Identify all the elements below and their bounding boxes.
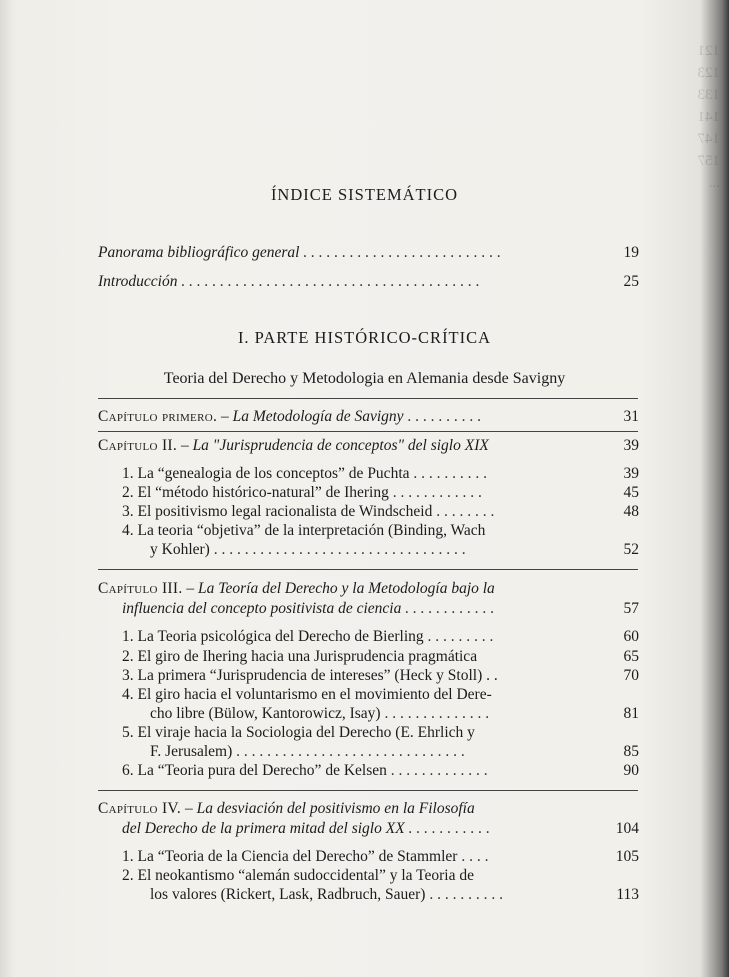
toc-page-number: 104: [615, 820, 639, 837]
section-text: cho libre (Bülow, Kantorowicz, Isay): [150, 705, 381, 722]
section-number: 4.: [122, 686, 134, 703]
section-text: La “Teoria de la Ciencia del Derecho” de Stammler: [137, 848, 458, 865]
chapter-label: Capítulo IV.: [98, 800, 182, 817]
section-item[interactable]: [122, 465, 487, 483]
section-number: 1.: [122, 628, 134, 645]
chapter-title-continuation: [122, 600, 494, 618]
section-item[interactable]: [122, 628, 493, 646]
section-item[interactable]: [122, 848, 488, 866]
toc-page-number: 113: [616, 886, 639, 903]
part-title: I. PARTE HISTÓRICO-CRÍTICA: [237, 328, 492, 347]
section-item[interactable]: [122, 522, 485, 540]
toc-page-number: 57: [623, 600, 639, 617]
divider: [98, 398, 638, 399]
section-number: 5.: [122, 724, 134, 741]
leader-dots: . . . . . . . . . . . .: [401, 600, 495, 617]
section-item[interactable]: [122, 503, 494, 521]
section-number: 6.: [122, 762, 134, 779]
section-number: 1.: [122, 848, 134, 865]
chapter-title: del Derecho de la primera mitad del siglo XX: [122, 820, 405, 837]
chapter-label: Capítulo II.: [98, 437, 178, 454]
toc-page-number: 25: [623, 273, 639, 290]
section-number: 2.: [122, 648, 134, 665]
part-subtitle: Teoria del Derecho y Metodologia en Alemania desde Savigny: [163, 370, 566, 387]
section-text: La teoria “objetiva” de la interpretación (Binding, Wach: [137, 522, 486, 539]
section-item[interactable]: [122, 867, 474, 885]
section-item[interactable]: [122, 686, 492, 704]
section-item[interactable]: [122, 648, 477, 666]
toc-page-number: 52: [623, 541, 639, 558]
section-text: La primera “Jurisprudencia de intereses” (Heck y Stoll) . .: [137, 667, 498, 684]
chapter-title: La desviación del positivismo en la Filosofía: [196, 800, 475, 817]
section-number: 4.: [122, 522, 134, 539]
chapter-title: La "Jurisprudencia de conceptos" del siglo XIX: [192, 437, 489, 454]
section-text: los valores (Rickert, Lask, Radbruch, Sauer): [150, 886, 426, 903]
section-text: El giro de Ihering hacia una Jurisprudencia pragmática: [137, 648, 478, 665]
section-item-continuation: [150, 886, 503, 904]
toc-entry-label: Introducción: [98, 273, 178, 290]
section-text: El giro hacia el voluntarismo en el movimiento del Dere-: [137, 686, 492, 703]
toc-page-number: 85: [623, 743, 639, 760]
section-text: El neokantismo “alemán sudoccidental” y la Teoria de: [137, 867, 474, 884]
chapter-2-heading[interactable]: Capítulo II. – La "Jurisprudencia de conceptos" del siglo XIX: [98, 437, 489, 454]
section-item[interactable]: [122, 762, 488, 780]
toc-page-number: 31: [623, 408, 639, 425]
toc-entry-introduccion[interactable]: [98, 273, 480, 291]
leader-dots: . . . . . . . . . . . . . . . . . . . . . . . . . . . . . .: [232, 743, 465, 760]
section-number: 3.: [122, 503, 134, 520]
section-number: 3.: [122, 667, 134, 684]
chapter-title: La Metodología de Savigny: [232, 408, 404, 425]
section-text: F. Jerusalem): [150, 743, 233, 760]
leader-dots: . . . . . . . . . .: [403, 408, 482, 425]
section-number: 2.: [122, 867, 134, 884]
section-text: El positivismo legal racionalista de Windscheid: [137, 503, 433, 520]
leader-dots: . . . . . . . . . .: [409, 465, 487, 482]
leader-dots: . . . . . . . . . . . . . . . . . . . . . . . . . . . . . . . . .: [209, 541, 466, 558]
leader-dots: . . . .: [457, 848, 489, 865]
toc-page-number: 65: [623, 648, 639, 665]
toc-page-number: 70: [623, 667, 639, 684]
section-text: y Kohler): [150, 541, 210, 558]
leader-dots: . . . . . . . . . . . . . . . . . . . . . . . . . . . . . . . . . . . . . . .: [177, 273, 480, 290]
index-title: ÍNDICE SISTEMÁTICO: [270, 185, 459, 204]
toc-page-number: 39: [623, 437, 639, 454]
leader-dots: . . . . . . . . . . . . . . . . . . . . . . . . . .: [299, 244, 501, 261]
section-number: 2.: [122, 484, 134, 501]
toc-page-number: 48: [623, 503, 639, 520]
toc-page-number: 19: [623, 244, 639, 261]
chapter-title: influencia del concepto positivista de ciencia: [122, 600, 402, 617]
section-item[interactable]: [122, 484, 482, 502]
chapter-4-heading[interactable]: Capítulo IV. – La desviación del positivismo en la Filosofía: [98, 800, 475, 817]
section-text: El viraje hacia la Sociologia del Derecho (E. Ehrlich y: [137, 724, 475, 741]
leader-dots: . . . . . . . . . . .: [404, 820, 490, 837]
section-item-continuation: [150, 743, 465, 761]
bleed-through-text: 121 123 133 141 147 157 ...: [697, 43, 720, 191]
divider: [98, 790, 638, 791]
divider: [98, 569, 638, 570]
toc-page-number: 60: [623, 628, 639, 645]
chapter-label: Capítulo III.: [98, 580, 183, 597]
chapter-3-heading[interactable]: Capítulo III. – La Teoría del Derecho y la Metodología bajo la: [98, 580, 495, 597]
section-text: El “método histórico-natural” de Ihering: [137, 484, 389, 501]
section-item-continuation: [150, 705, 489, 723]
leader-dots: . . . . . . . . . . . . . .: [380, 705, 490, 722]
section-text: La “genealogia de los conceptos” de Puchta: [137, 465, 410, 482]
toc-page-number: 39: [623, 465, 639, 482]
section-text: La “Teoria pura del Derecho” de Kelsen: [137, 762, 387, 779]
section-item-continuation: [150, 541, 466, 559]
divider: [98, 431, 638, 432]
toc-page-number: 45: [623, 484, 639, 501]
section-item[interactable]: [122, 667, 498, 685]
toc-page-number: 105: [615, 848, 639, 865]
leader-dots: . . . . . . . . . .: [425, 886, 503, 903]
toc-entry-label: Panorama bibliográfico general: [98, 244, 300, 261]
section-number: 1.: [122, 465, 134, 482]
chapter-label: Capítulo primero.: [98, 408, 218, 425]
leader-dots: . . . . . . . .: [432, 503, 495, 520]
leader-dots: . . . . . . . . . . . . .: [386, 762, 488, 779]
chapter-title-continuation: [122, 820, 490, 838]
toc-page-number: 90: [623, 762, 639, 779]
section-text: La Teoria psicológica del Derecho de Bierling: [137, 628, 424, 645]
leader-dots: . . . . . . . . .: [423, 628, 494, 645]
leader-dots: . . . . . . . . . . . .: [388, 484, 482, 501]
chapter-title: La Teoría del Derecho y la Metodología bajo la: [198, 580, 495, 597]
chapter-1-heading[interactable]: Capítulo primero. – La Metodología de Savigny . . . . . . . . . .: [98, 408, 482, 425]
toc-entry-panorama[interactable]: [98, 244, 501, 262]
section-item[interactable]: [122, 724, 475, 742]
toc-page-number: 81: [623, 705, 639, 722]
